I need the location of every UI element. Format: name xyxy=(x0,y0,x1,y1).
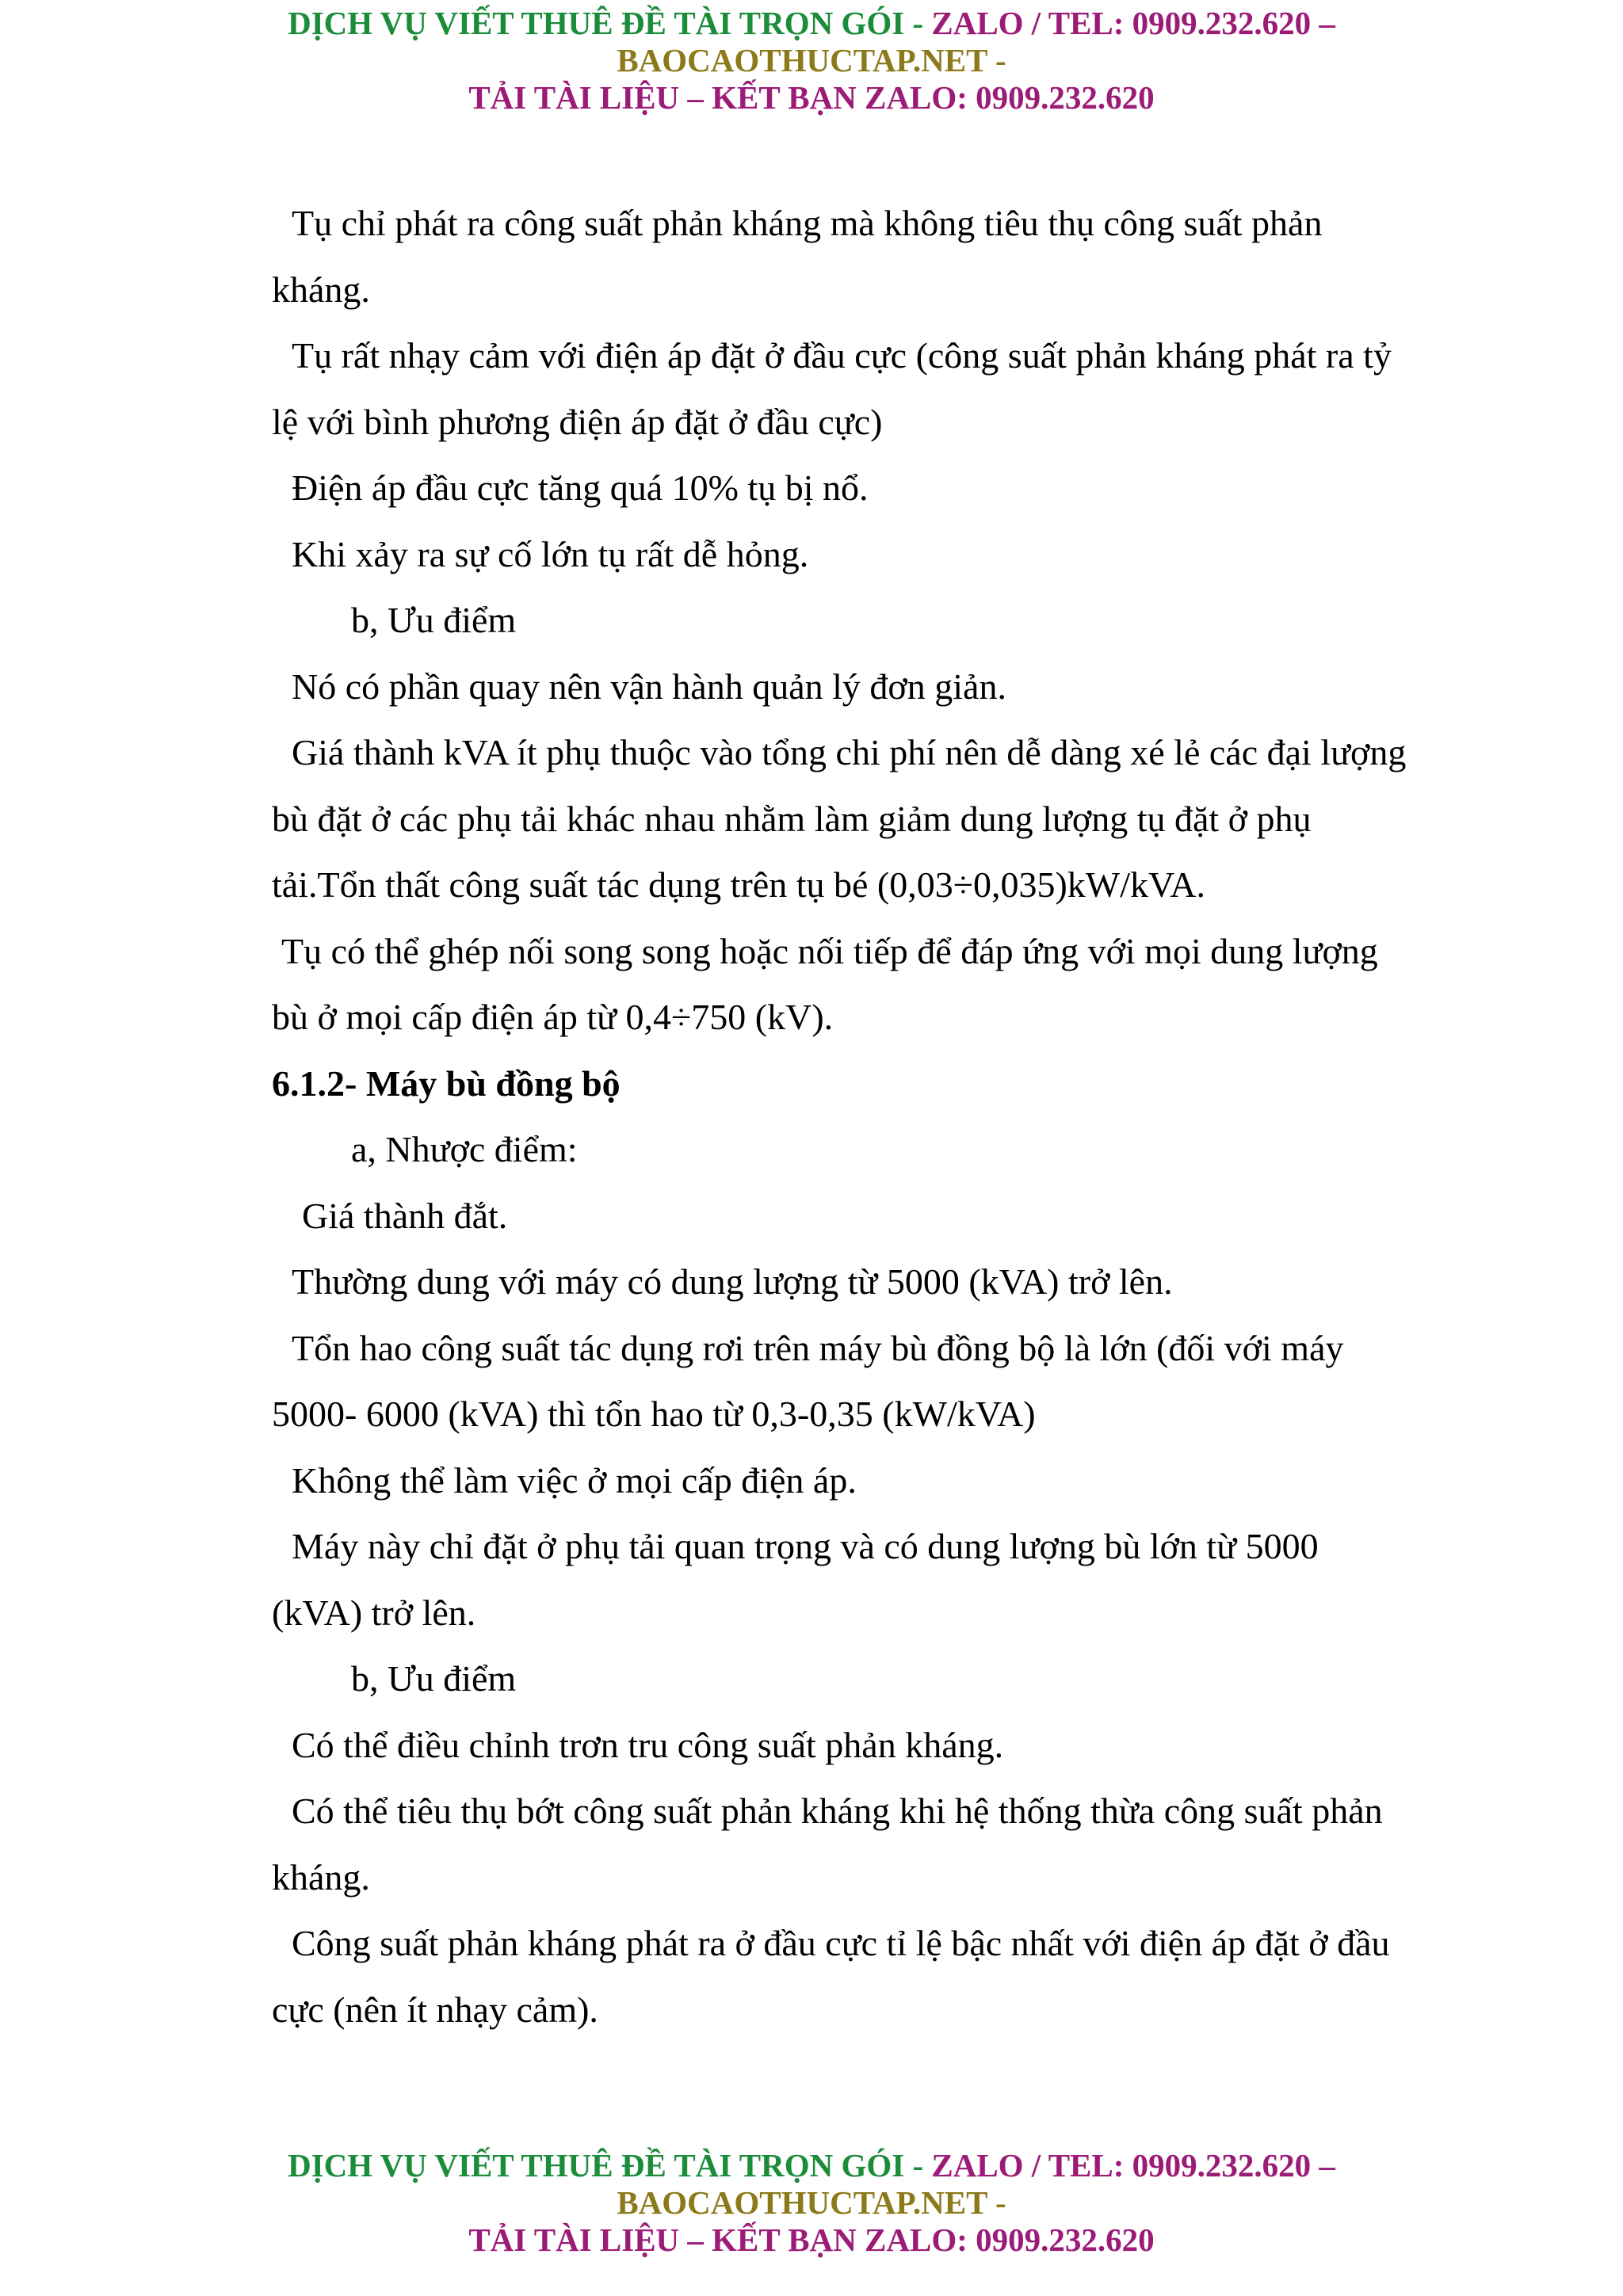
body-line: Tổn hao công suất tác dụng rơi trên máy bù đồng bộ là lớn (đối với máy xyxy=(292,1327,1344,1368)
body-line: Công suất phản kháng phát ra ở đầu cực tỉ lệ bậc nhất với điện áp đặt ở đầu xyxy=(292,1923,1390,1963)
page-header-banner xyxy=(0,5,1623,116)
body-line: (kVA) trở lên. xyxy=(272,1592,476,1633)
body-line: kháng. xyxy=(272,269,370,310)
body-line: Tụ có thể ghép nối song song hoặc nối tiếp để đáp ứng với mọi dung lượng xyxy=(281,930,1378,971)
header-contact-text: ZALO / TEL: 0909.232.620 – xyxy=(931,5,1335,41)
body-line: Tụ chỉ phát ra công suất phản kháng mà không tiêu thụ công suất phản xyxy=(292,203,1323,243)
section-heading: 6.1.2- Máy bù đồng bộ xyxy=(272,1062,621,1104)
footer-line-1 xyxy=(0,2147,1623,2184)
footer-download-text: TẢI TÀI LIỆU – KẾT BẠN ZALO: 0909.232.620 xyxy=(468,2222,1155,2258)
body-line: kháng. xyxy=(272,1856,370,1897)
body-line: tải.Tổn thất công suất tác dụng trên tụ bé (0,03÷0,035)kW/kVA. xyxy=(272,864,1205,905)
document-body xyxy=(272,190,1508,2042)
body-line: Không thể làm việc ở mọi cấp điện áp. xyxy=(292,1459,857,1501)
footer-service-text: DỊCH VỤ VIẾT THUÊ ĐỀ TÀI TRỌN GÓI - xyxy=(288,2147,932,2183)
page-footer-banner xyxy=(0,2147,1623,2259)
body-line: Tụ rất nhạy cảm với điện áp đặt ở đầu cực (công suất phản kháng phát ra tỷ xyxy=(292,335,1392,376)
subheading-advantages: b, Ưu điểm xyxy=(351,1658,517,1699)
body-line: Giá thành đắt. xyxy=(302,1195,508,1236)
body-line: cực (nên ít nhạy cảm). xyxy=(272,1989,598,2030)
body-line: Máy này chỉ đặt ở phụ tải quan trọng và có dung lượng bù lớn từ 5000 xyxy=(292,1526,1319,1566)
header-site-name: BAOCAOTHUCTAP.NET - xyxy=(617,42,1006,78)
body-line: Thường dung với máy có dung lượng từ 5000 (kVA) trở lên. xyxy=(292,1261,1173,1302)
footer-contact-text: ZALO / TEL: 0909.232.620 – xyxy=(931,2147,1335,2183)
body-line: 5000- 6000 (kVA) thì tổn hao từ 0,3-0,35 (kW/kVA) xyxy=(272,1394,1036,1434)
subheading-disadvantages: a, Nhược điểm: xyxy=(351,1129,578,1169)
body-line: Khi xảy ra sự cố lớn tụ rất dễ hỏng. xyxy=(292,533,809,574)
body-line: Giá thành kVA ít phụ thuộc vào tổng chi phí nên dễ dàng xé lẻ các đại lượng xyxy=(292,732,1407,772)
body-line: Có thể tiêu thụ bớt công suất phản kháng khi hệ thống thừa công suất phản xyxy=(292,1791,1383,1831)
header-download-text: TẢI TÀI LIỆU – KẾT BẠN ZALO: 0909.232.620 xyxy=(468,79,1155,116)
body-line: Có thể điều chỉnh trơn tru công suất phản kháng. xyxy=(292,1724,1004,1765)
header-service-text: DỊCH VỤ VIẾT THUÊ ĐỀ TÀI TRỌN GÓI - xyxy=(288,5,932,41)
body-line: Nó có phần quay nên vận hành quản lý đơn giản. xyxy=(292,666,1006,707)
body-line: Điện áp đầu cực tăng quá 10% tụ bị nổ. xyxy=(292,467,869,508)
body-line: lệ với bình phương điện áp đặt ở đầu cực) xyxy=(272,401,883,442)
body-line: bù đặt ở các phụ tải khác nhau nhằm làm giảm dung lượng tụ đặt ở phụ xyxy=(272,798,1312,839)
subheading-advantages: b, Ưu điểm xyxy=(351,600,517,640)
body-line: bù ở mọi cấp điện áp từ 0,4÷750 (kV). xyxy=(272,997,834,1037)
footer-site-name: BAOCAOTHUCTAP.NET - xyxy=(617,2184,1006,2221)
header-line-1 xyxy=(0,5,1623,42)
